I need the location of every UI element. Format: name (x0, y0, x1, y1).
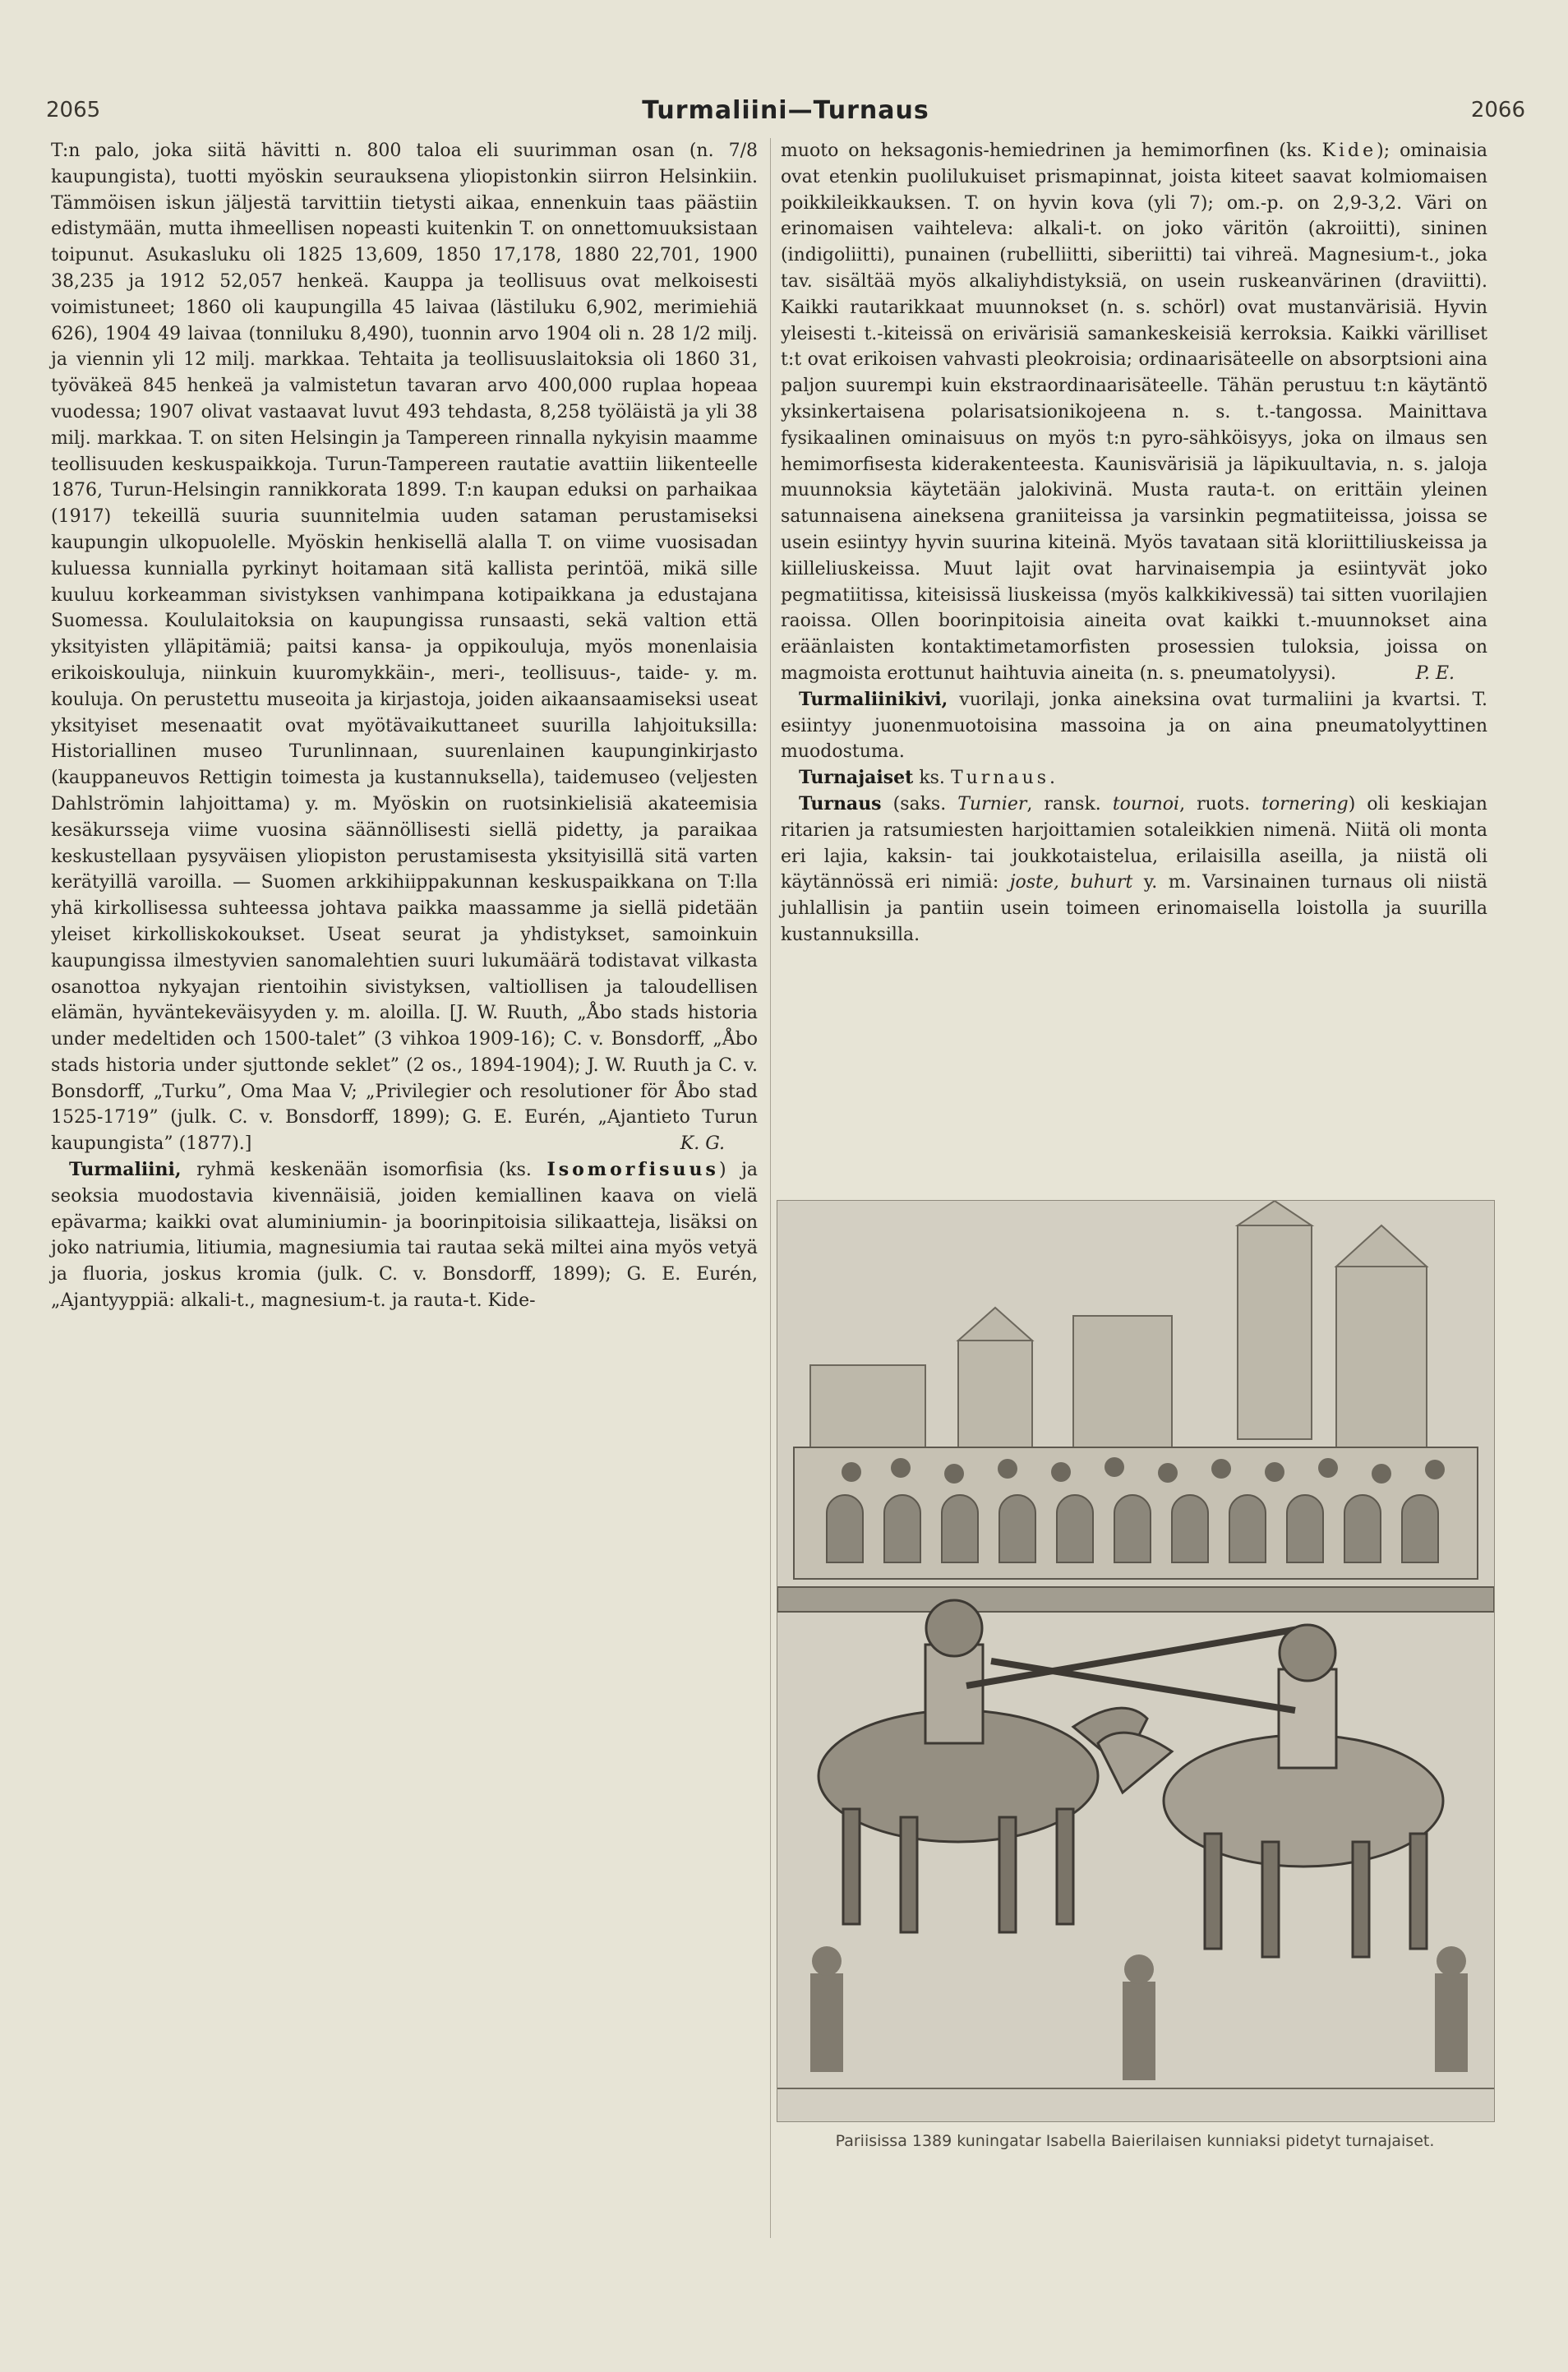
turmaliini-cont-b: ); ominaisia ovat etenkin puolilukuiset prismapinnat, joista kiteet saavat kolmiomaisen poikkileikkauksen. T. on hyvin kova (yli 7); om.-p. on 2,9-3,2. Väri on erinomaisen vaihteleva: alkali-t. on joko väritön (akroiitti), sininen (indigoliitti), punainen (rubelliitti, siberiitti) tai vihreä. Magnesium-t., joka tav. sisältää myös alkaliyhdistyksiä, on usein ruskeanvärinen (draviitti). Kaikki rautarikkaat muunnokset (n. s. schörl) ovat mustanvärisiä. Hyvin yleisesti t.-kiteissä on erivärisiä samankeskeisiä kerroksia. Kaikki värilliset t:t ovat erikoisen vahvasti pleokroisia; ordinaarisäteelle on absorptsioni aina paljon suurempi kuin ekstraordinaarisäteelle. Tähän perustuu t:n käytäntö yksinkertaisena polarisatsionikojeena n. s. t.-tangossa. Mainittava fysikaalinen ominaisuus on myös t:n pyro-sähköisyys, joka on ilmaus sen hemimorfisesta kiderakenteesta. Kaunisvärisiä ja läpikuultavia, n. s. jaloja muunnoksia käytetään jalokivinä. Musta rauta-t. on erittäin yleinen satunnaisena aineksena graniiteissa ja varsinkin pegmatiiteissa, joissa se usein esiintyy hyvin suurina kiteinä. Myös tavataan sitä kloriittiliuskeissa ja kiilleliuskeissa. Muut lajit ovat harvinaisempia ja esiintyvät joko pegmatiitissa, kiteisissä liuskeissa (myös kalkkikivessä) tai sitten vuorilajien raoissa. Ollen boorinpitoisia aineita ovat kaikki t.-muunnokset aina eräänlaisten kontaktimetamorfisten prosessien tuloksia, joissa on magmoista erottunut haihtuvia aineita (n. s. pneumatolyysi). (781, 141, 1487, 684)
tournament-engraving (777, 1201, 1494, 2121)
figure-caption: Pariisissa 1389 kuningatar Isabella Baierilaisen kunniaksi pidetyt turnajaiset. (835, 2132, 1435, 2150)
turmaliinikivi-entry (781, 687, 1487, 765)
turnajaiset-entry (781, 765, 1487, 791)
turmaliini-entry-continued (781, 138, 1487, 687)
turnaus-german: Turnier (957, 793, 1027, 815)
running-title: Turmaliini—Turnaus (642, 95, 929, 125)
turnajaiset-headword: Turnajaiset (799, 767, 914, 789)
page-number-left: 2065 (46, 98, 101, 122)
list-barrier (777, 1587, 1494, 1612)
page-number-right: 2066 (1470, 98, 1525, 122)
turnaus-text-b: , ransk. (1026, 793, 1101, 815)
turmaliini-author: P. E. (1415, 662, 1455, 684)
column-divider (770, 138, 771, 2238)
left-column (51, 138, 758, 2349)
right-column (781, 138, 1487, 1322)
turmaliini-rest: ) ja seoksia muodostavia kivennäisiä, joiden kemiallinen kaava on vielä epävarma; kaikki ovat aluminiumin- ja boorinpitoisia silikaatteja, lisäksi on joko natriumia, litiumia, magnesiumia tai rautaa sekä miltei aina myös vetyä ja fluoria, joskus kromia (julk. C. v. Bonsdorff, 1899); G. E. Eurén, „Ajantyyppiä: alkali-t., magnesium-t. ja rauta-t. Kide- (51, 1160, 759, 1312)
kide-ref: Kide (1321, 141, 1377, 161)
tournament-illustration (777, 1200, 1495, 2122)
running-header (46, 89, 1525, 132)
turmaliini-entry (51, 1157, 758, 1314)
turnajaiset-text: ks. (919, 768, 945, 789)
turku-entry-continued (51, 138, 758, 1157)
turnaus-ref: Turnaus. (950, 768, 1059, 789)
turnaus-text-d: ) oli keskiajan ritarien ja ratsumiesten harjoittamien sotaleikkien nimenä. Niitä oli monta eri lajia, kaksin- tai joukkotaistelua, erilaisilla aseilla, ja niistä oli käytännössä eri nimiä: (781, 793, 1487, 893)
turnaus-entry (781, 791, 1487, 948)
turnaus-headword: Turnaus (799, 792, 882, 815)
turmaliini-cont-a: muoto on heksagonis-hemiedrinen ja hemimorfinen (ks. (781, 141, 1312, 161)
turmaliini-headword: Turmaliini, (69, 1159, 182, 1181)
turmaliini-text: ryhmä keskenään isomorfisia (ks. (196, 1160, 532, 1181)
turmaliinikivi-text: vuorilaji, jonka aineksina ovat turmaliini ja kvartsi. T. esiintyy juonenmuotoisina massoina ja on aina pneumatolyyttinen muodostuma. (781, 689, 1487, 763)
turnaus-french: tournoi (1112, 793, 1180, 815)
turku-text: T:n palo, joka siitä hävitti n. 800 taloa eli suurimman osan (n. 7/8 kaupungista), tuotti myöskin seurauksena yliopistonkin siirron Helsinkiin. Tämmöisen iskun jäljestä tarvittiin tietysti aikaa, ennenkuin taas päästiin edistymään, mutta ihmeellisen nopeasti kuitenkin T. on onnettomuuksistaan toipunut. Asukasluku oli 1825 13,609, 1850 17,178, 1880 22,701, 1900 38,235 ja 1912 52,057 henkeä. Kauppa ja teollisuus ovat melkoisesti voimistuneet; 1860 oli kaupungilla 45 laivaa (lästiluku 6,902, merimiehiä 626), 1904 49 laivaa (tonniluku 8,490), tuonnin arvo 1904 oli n. 28 1/2 milj. ja viennin yli 12 milj. markkaa. Tehtaita ja teollisuuslaitoksia oli 1860 31, työväkeä 845 henkeä ja valmistetun tavaran arvo 400,000 ruplaa hopeaa vuodessa; 1907 olivat vastaavat luvut 493 tehdasta, 8,258 työläistä ja yli 38 milj. markkaa. T. on siten Helsingin ja Tampereen rinnalla nykyisin maamme teollisuuden keskuspaikkoja. Turun-Tampereen rautatie avattiin liikenteelle 1876, Turun-Helsingin rannikkorata 1899. T:n kaupan eduksi on parhaikaa (1917) tekeillä suuria suunnitelmia uuden sataman perustamiseksi kaupungin ulkopuolelle. Myöskin henkisellä alalla T. on viime vuosisadan kuluessa kunnialla pyrkinyt hoitamaan sitä kallista perintöä, mikä sille kuuluu korkeamman sivistyksen vanhimpana kotipaikkana ja edustajana Suomessa. Koululaitoksia on kaupungissa runsaasti, sekä valtion että yksityisten ylläpitämiä; paitsi kansa- ja oppikouluja, myös monenlaisia erikoiskouluja, niinkuin kuuromykkäin-, meri-, teollisuus-, taide- y. m. kouluja. On perustettu museoita ja kirjastoja, joiden aikaansaamiseksi useat yksityiset mesenaatit ovat myötävaikuttaneet suurilla lahjoituksilla: Historiallinen museo Turunlinnaan, suurenlainen kaupunginkirjasto (kauppaneuvos Rettigin toimesta ja kustannuksella), taidemuseo (veljesten Dahlströmin lahjoittama) y. m. Myöskin on ruotsinkielisiä akateemisia kesäkursseja viime vuosina säännöllisesti siellä pidetty, ja paraikaa keskustellaan pysyväisen yliopiston perustamisesta yksityisillä sitä varten kerätyillä varoilla. — Suomen arkkihiippakunnan keskuspaikkana on T:lla yhä kirkollisessa suhteessa johtava paikka maassamme ja siellä pidetään yleiset kirkolliskokoukset. Useat seurat ja yhdistykset, samoinkuin kaupungissa ilmestyvien sanomalehtien suuri lukumäärä todistavat vilkasta osanottoa nykyajan rientoihin sivistyksen, valtiollisen ja taloudellisen elämän, hyväntekeväisyyden y. m. aloilla. [J. W. Ruuth, „Åbo stads historia under medeltiden och 1500-talet” (3 vihkoa 1909-16); C. v. Bonsdorff, „Åbo stads historia under sjuttonde seklet” (2 os., 1894-1904); J. W. Ruuth ja C. v. Bonsdorff, „Turku”, Oma Maa V; „Privilegier och resolutioner för Åbo stad 1525-1719” (julk. C. v. Bonsdorff, 1899); G. E. Eurén, „Ajantieto Turun kaupungista” (1877).] (51, 141, 758, 1155)
turku-author: K. G. (680, 1133, 725, 1155)
turmaliinikivi-headword: Turmaliinikivi, (799, 688, 948, 710)
turnaus-swedish: tornering (1261, 793, 1349, 815)
isomorfisuus-ref: Isomorfisuus (546, 1159, 719, 1181)
turnaus-text-e: y. m. Varsinainen turnaus oli niistä juhlallisin ja pantiin usein toimeen erinomaisella loistolla ja suurilla kustannuksilla. (781, 872, 1488, 945)
turnaus-names: joste, buhurt (1009, 872, 1133, 893)
turnaus-text-c: , ruots. (1179, 793, 1251, 815)
turnaus-text-a: (saks. (892, 793, 947, 815)
